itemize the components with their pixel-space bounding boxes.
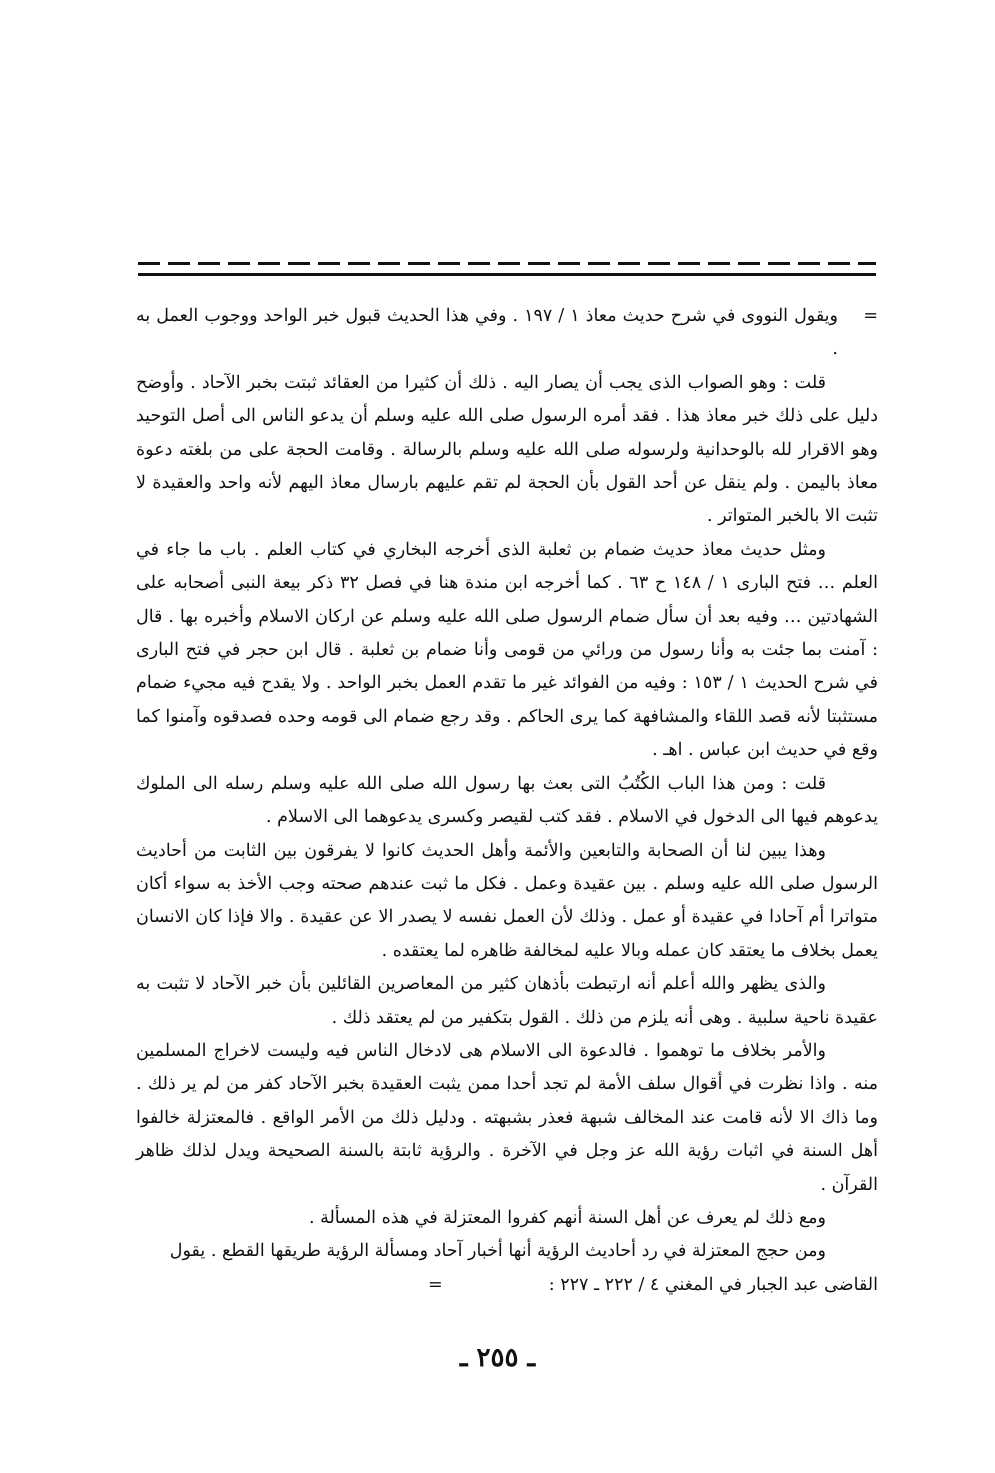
paragraph-3: قلت : ومن هذا الباب الكُتُبُ التى بعث بها رسول الله صلى الله عليه وسلم رسله الى الملوك يدعوهم فيها الى الدخول في الاسلام . فقد كتب لقيصر وكسرى يدعوهما الى الاسلام . — [136, 773, 878, 828]
footnote-body — [136, 300, 878, 1302]
page-number: ـ ٢٥٥ ـ — [459, 1343, 536, 1373]
continuation-mark: = — [863, 306, 878, 326]
footnote-separator-line — [138, 273, 876, 276]
footnote-separator-dashed — [138, 262, 876, 265]
paragraph-5: والذى يظهر والله أعلم أنه ارتبطت بأذهان كثير من المعاصرين القائلين بأن خبر الآحاد لا تثبت به عقيدة ناحية سلبية . وهى أنه يلزم من ذلك . القول بتكفير من لم يعتقد ذلك . — [136, 974, 878, 1028]
paragraph-1: قلت : وهو الصواب الذى يجب أن يصار اليه . ذلك أن كثيرا من العقائد ثبتت بخبر الآحاد . وأوضح دليل على ذلك خبر معاذ هذا . فقد أمره الرسول صلى الله عليه وسلم أن يدعو الناس الى أصل التوحيد وهو الاقرار لله بالوحدانية ولرسوله صلى الله عليه وسلم بالرسالة . وقامت الحجة على من بلغته دعوة معاذ باليمن . ولم ينقل عن أحد القول بأن الحجة لم تقم عليهم بارسال معاذ اليهم لأنه واحد والعقيدة لا تثبت الا بالخبر المتواتر . — [136, 372, 878, 527]
paragraph-4: وهذا يبين لنا أن الصحابة والتابعين والأئمة وأهل الحديث كانوا لا يفرقون بين الثابت من أحاديث الرسول صلى الله عليه وسلم . بين عقيدة وعمل . فكل ما ثبت عندهم صحته وجب الأخذ به سواء أكان متواترا أم آحادا في عقيدة أو عمل . وذلك لأن العمل نفسه لا يصدر الا عن عقيدة . والا فإذا كان الانسان يعمل بخلاف ما يعتقد كان عمله وبالا عليه لمخالفة ظاهره لما يعتقده . — [136, 840, 878, 961]
paragraph-8: ومن حجج المعتزلة في رد أحاديث الرؤية أنها أخبار آحاد ومسألة الرؤية طريقها القطع . يقول — [169, 1241, 826, 1262]
first-paragraph-text: ويقول النووى في شرح حديث معاذ ١ / ١٩٧ . وفي هذا الحديث قبول خبر الواحد ووجوب العمل به . — [136, 306, 838, 360]
last-line-text: القاضى عبد الجبار في المغني ٤ / ٢٢٢ ـ ٢٢٧ : — [548, 1274, 878, 1295]
paragraph-2: ومثل حديث معاذ حديث ضمام بن ثعلبة الذى أخرجه البخاري في كتاب العلم . باب ما جاء في العلم … فتح البارى ١ / ١٤٨ ح ٦٣ . كما أخرجه ابن مندة هنا في فصل ٣٢ ذكر بيعة النبى أصحابه على الشهادتين … وفيه بعد أن سأل ضمام الرسول صلى الله عليه وسلم عن اركان الاسلام وأخبره بها . قال : آمنت بما جئت به وأنا رسول من ورائي من قومى وأنا ضمام بن ثعلبة . قال ابن حجر في فتح البارى في شرح الحديث ١ / ١٥٣ : وفيه من الفوائد غير ما تقدم العمل بخبر الواحد . ولا يقدح فيه مجيء ضمام مستثبتا لأنه قصد اللقاء والمشافهة كما يرى الحاكم . وقد رجع ضمام الى قومه وحده فصدقوه وآمنوا كما وقع في حديث ابن عباس . اهـ . — [136, 539, 878, 761]
footnote-first-paragraph — [136, 300, 878, 367]
last-line-mark: = — [428, 1274, 443, 1295]
paragraph-7: ومع ذلك لم يعرف عن أهل السنة أنهم كفروا المعتزلة في هذه المسألة . — [308, 1207, 826, 1228]
paragraph-last-line — [136, 1269, 878, 1302]
paragraph-6: والأمر بخلاف ما توهموا . فالدعوة الى الاسلام هى لادخال الناس فيه وليست لاخراج المسلمين منه . واذا نظرت في أقوال سلف الأمة لم تجد أحدا ممن يثبت العقيدة بخبر الآحاد كفر من لم ير ذلك . وما ذاك الا لأنه قامت عند المخالف شبهة فعذر بشبهته . ودليل ذلك من الأمر الواقع . فالمعتزلة خالفوا أهل السنة في اثبات رؤية الله عز وجل في الآخرة . والرؤية ثابتة بالسنة الصحيحة ويدل لذلك ظاهر القرآن . — [136, 1040, 878, 1195]
